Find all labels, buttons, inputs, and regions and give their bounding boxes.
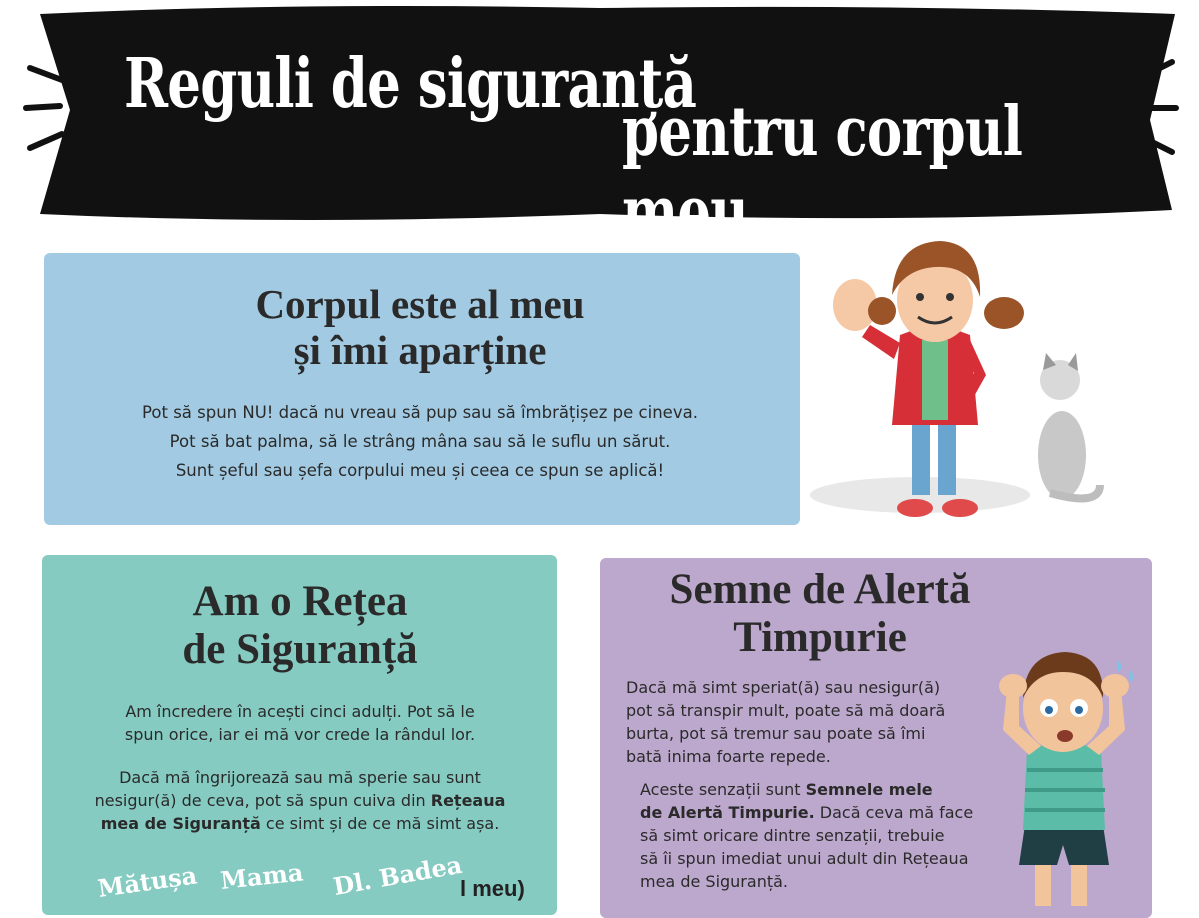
heading-line: Corpul este al meu — [255, 281, 585, 327]
safety-network-para1 — [60, 700, 540, 746]
heading-line: de Siguranță — [182, 626, 418, 674]
text-line — [60, 812, 540, 835]
banner-title-part1: Reguli de siguranță — [124, 44, 697, 124]
network-name-mr-badea: Dl. Badea — [330, 849, 465, 901]
girl-with-cat-illustration — [800, 225, 1120, 535]
early-warning-para1 — [626, 676, 1006, 768]
text-line: spun orice, iar ei mă vor crede la rândul lor. — [124, 725, 476, 744]
text-line — [640, 778, 1040, 801]
banner-title-part2: pentru corpul meu — [622, 92, 1023, 252]
network-name-aunt: Mătușa — [95, 860, 199, 903]
text-span-bold: Semnele mele — [805, 780, 933, 799]
text-span: ce simt și de ce mă simt așa. — [260, 814, 500, 833]
body-ownership-text — [60, 398, 780, 485]
heading-line: Timpurie — [733, 614, 907, 662]
body-ownership-heading — [120, 282, 720, 374]
text-line: burta, pot să tremur sau poate să îmi — [626, 724, 926, 743]
text-line: să simt oricare dintre senzații, trebuie — [640, 826, 945, 845]
text-line: Sunt șeful sau șefa corpului meu și ceea ce spun se aplică! — [175, 461, 665, 480]
text-span: nesigur(ă) de ceva, pot să spun cuiva din — [94, 791, 431, 810]
text-span-bold: Rețeaua — [430, 791, 506, 810]
text-line: mea de Siguranță. — [640, 872, 788, 891]
text-line: să îi spun imediat unui adult din Rețeaua — [640, 849, 969, 868]
text-line: Pot să spun NU! dacă nu vreau să pup sau să îmbrățișez pe cineva. — [142, 403, 698, 422]
text-line: Am încredere în acești cinci adulți. Pot să le — [125, 702, 475, 721]
text-line — [640, 801, 1040, 824]
heading-line: Semne de Alertă — [669, 566, 971, 613]
text-line: Pot să bat palma, să le strâng mâna sau să le suflu un sărut. — [169, 432, 671, 451]
text-span: Dacă ceva mă face — [814, 803, 974, 822]
heading-line: și îmi aparține — [293, 326, 547, 373]
text-line: Dacă mă îngrijorează sau mă sperie sau sunt — [119, 768, 481, 787]
text-line: Dacă mă simt speriat(ă) sau nesigur(ă) — [626, 678, 941, 697]
network-name-partial: l meu) — [460, 876, 525, 901]
early-warning-heading — [620, 566, 1020, 662]
text-span: Aceste senzații sunt — [640, 780, 806, 799]
text-span-bold: mea de Siguranță — [100, 814, 261, 833]
network-name-mother: Mama — [218, 857, 305, 895]
text-line: pot să transpir mult, poate să mă doară — [626, 701, 946, 720]
safety-network-para2 — [60, 766, 540, 835]
text-line: bată inima foarte repede. — [626, 747, 831, 766]
safety-network-heading — [80, 578, 520, 674]
text-span-bold: de Alertă Timpurie. — [640, 803, 815, 822]
heading-line: Am o Rețea — [192, 578, 408, 625]
worried-boy-illustration — [985, 640, 1145, 906]
early-warning-para2 — [640, 778, 1040, 893]
text-line — [60, 789, 540, 812]
